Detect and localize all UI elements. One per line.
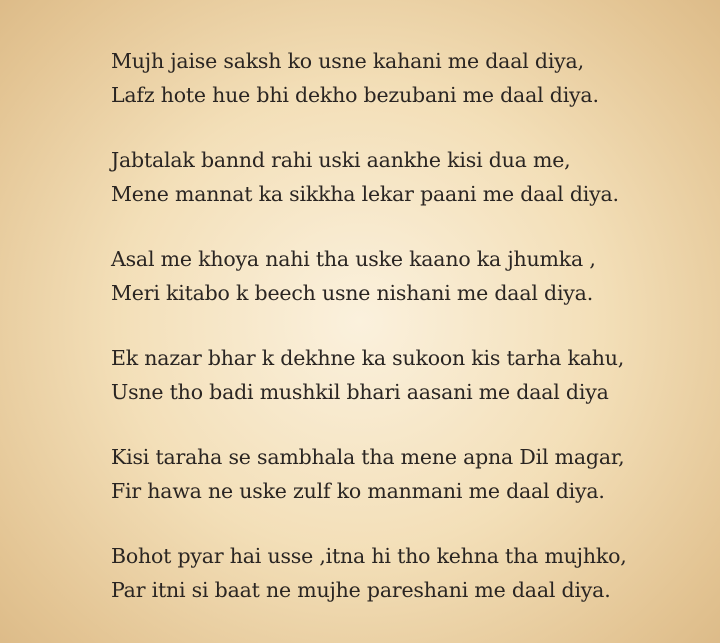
poem-line: Bohot pyar hai usse ,itna hi tho kehna tha mujhko, [111, 544, 627, 568]
poem-line: Lafz hote hue bhi dekho bezubani me daal diya. [111, 83, 599, 107]
stanza-4 [111, 341, 701, 409]
poem-line: Ek nazar bhar k dekhne ka sukoon kis tarha kahu, [111, 346, 625, 370]
stanza-2 [111, 143, 701, 211]
stanza-6 [111, 539, 701, 607]
poem-line: Meri kitabo k beech usne nishani me daal diya. [111, 281, 594, 305]
poem-line: Mujh jaise saksh ko usne kahani me daal diya, [111, 49, 584, 73]
poem-text [111, 44, 701, 607]
poem-line: Mene mannat ka sikkha lekar paani me daal diya. [111, 182, 619, 206]
poem-line: Asal me khoya nahi tha uske kaano ka jhumka , [111, 247, 596, 271]
poem-line: Par itni si baat ne mujhe pareshani me daal diya. [111, 578, 611, 602]
poem-line: Jabtalak bannd rahi uski aankhe kisi dua me, [111, 148, 571, 172]
stanza-3 [111, 242, 701, 310]
poem-line: Usne tho badi mushkil bhari aasani me daal diya [111, 380, 609, 404]
stanza-5 [111, 440, 701, 508]
poem-line: Fir hawa ne uske zulf ko manmani me daal diya. [111, 479, 605, 503]
poem-line: Kisi taraha se sambhala tha mene apna Dil magar, [111, 445, 625, 469]
stanza-1 [111, 44, 701, 112]
